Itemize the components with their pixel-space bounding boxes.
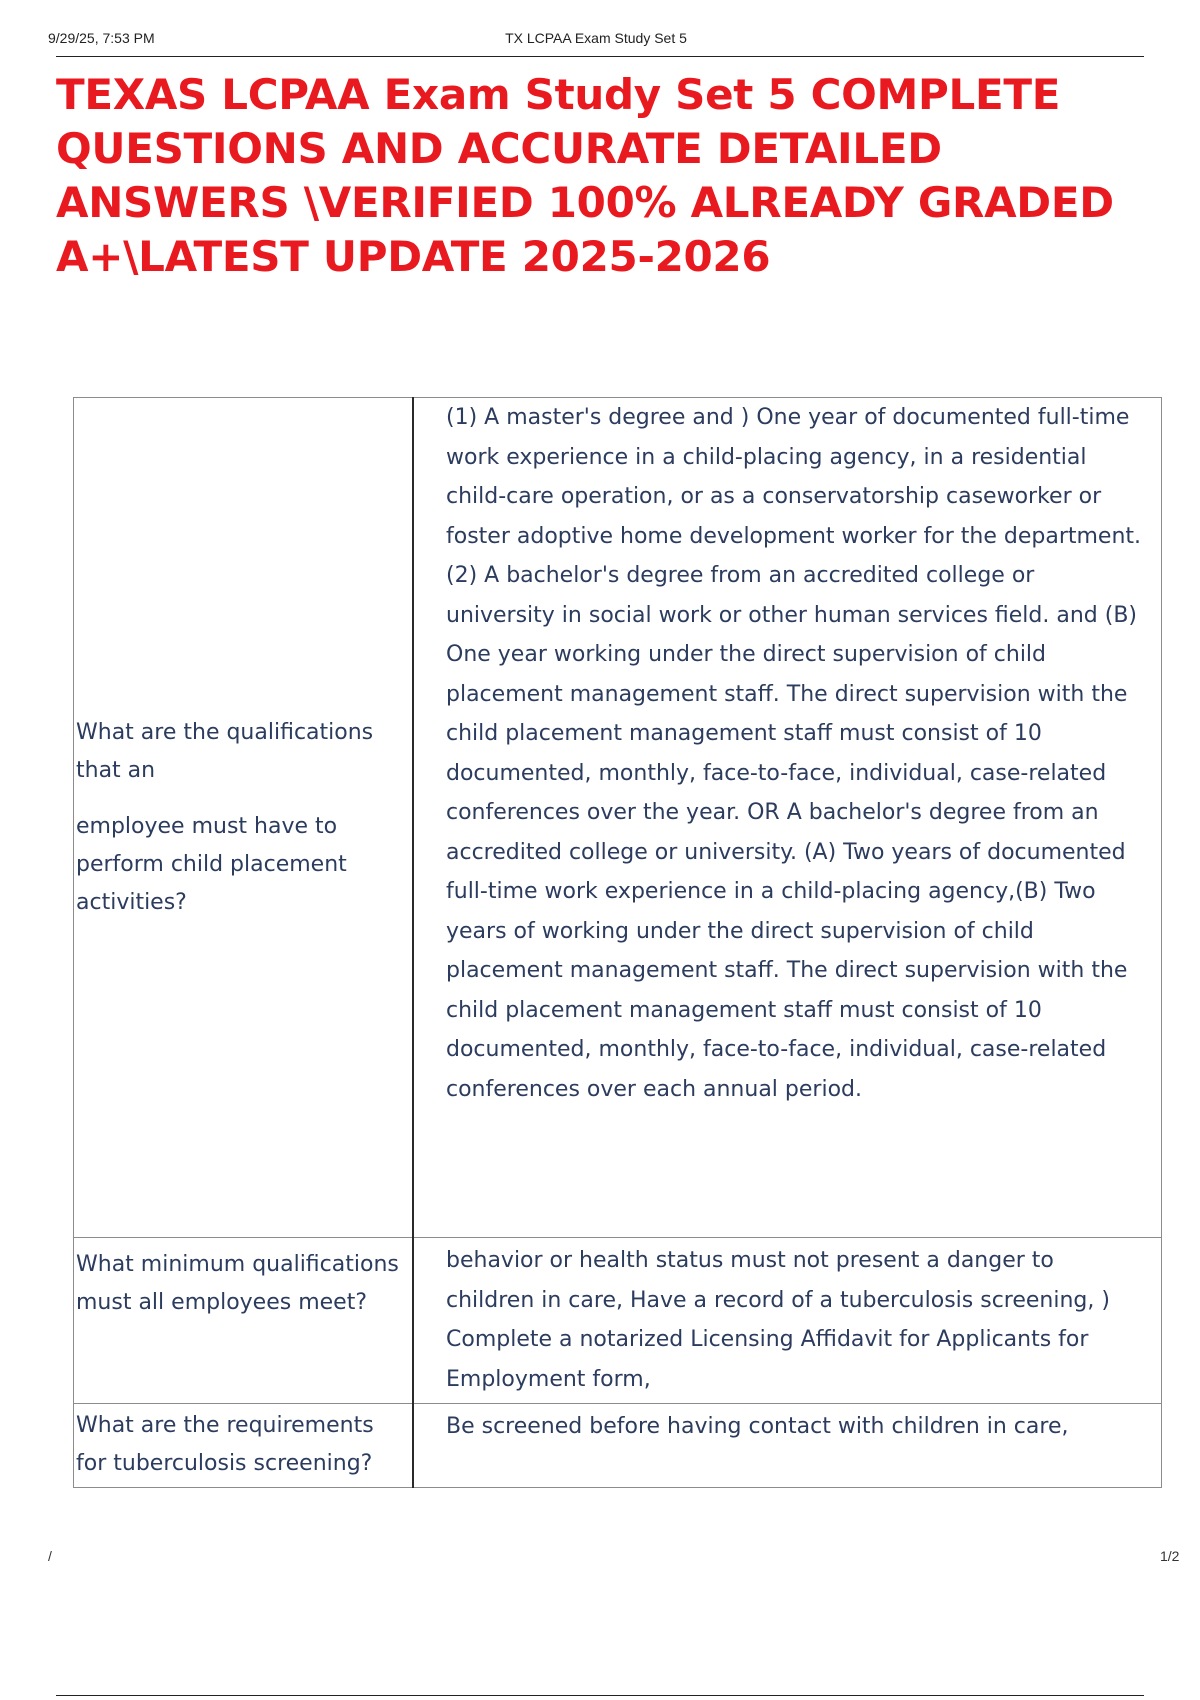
footer-left-mark: / (48, 1548, 52, 1564)
question-line: for tuberculosis screening? (76, 1451, 373, 1476)
qa-table (73, 397, 1162, 1488)
print-header (48, 28, 1144, 58)
question-line: perform child placement (76, 851, 347, 877)
page-number: 1/2 (1160, 1548, 1180, 1564)
question-cell (74, 1404, 414, 1488)
question-line: What minimum qualifications (76, 1252, 399, 1277)
question-line: employee must have to (76, 813, 338, 839)
question-line: activities? (76, 889, 187, 915)
page-title: TEXAS LCPAA Exam Study Set 5 COMPLETE QUESTIONS AND ACCURATE DETAILED ANSWERS \VERIFIED 100% ALREADY GRADED A+\LATEST UPDATE 2025-2026 (56, 70, 1114, 281)
question-line: must all employees meet? (76, 1290, 368, 1315)
question-cell (74, 398, 414, 1238)
question-line: What are the requirements (76, 1413, 374, 1438)
table-row (74, 1238, 1162, 1404)
table-row (74, 398, 1162, 1238)
answer-cell: Be screened before having contact with children in care, (413, 1404, 1162, 1488)
print-doc-title: TX LCPAA Exam Study Set 5 (505, 30, 687, 46)
header-divider (56, 56, 1144, 57)
answer-cell: behavior or health status must not present a danger to children in care, Have a record of a tuberculosis screening, ) Complete a notarized Licensing Affidavit for Applicants for Employment form, (413, 1238, 1162, 1404)
answer-cell: (1) A master's degree and ) One year of documented full-time work experience in a child-placing agency, in a residential child-care operation, or as a conservatorship caseworker or foster adoptive home development worker for the department. (2) A bachelor's degree from an accredited college or university in social work or other human services field. and (B) One year working under the direct supervision of child placement management staff. The direct supervision with the child placement management staff must consist of 10 documented, monthly, face-to-face, individual, case-related conferences over the year. OR A bachelor's degree from an accredited college or university. (A) Two years of documented full-time work experience in a child-placing agency,(B) Two years of working under the direct supervision of child placement management staff. The direct supervision with the child placement management staff must consist of 10 documented, monthly, face-to-face, individual, case-related conferences over each annual period. (413, 398, 1162, 1238)
question-gap (76, 790, 412, 808)
question-line: What are the qualifications (76, 719, 374, 745)
print-datetime: 9/29/25, 7:53 PM (48, 30, 155, 46)
question-line: that an (76, 757, 156, 783)
table-row (74, 1404, 1162, 1488)
question-cell (74, 1238, 414, 1404)
bottom-divider (56, 1695, 1144, 1696)
